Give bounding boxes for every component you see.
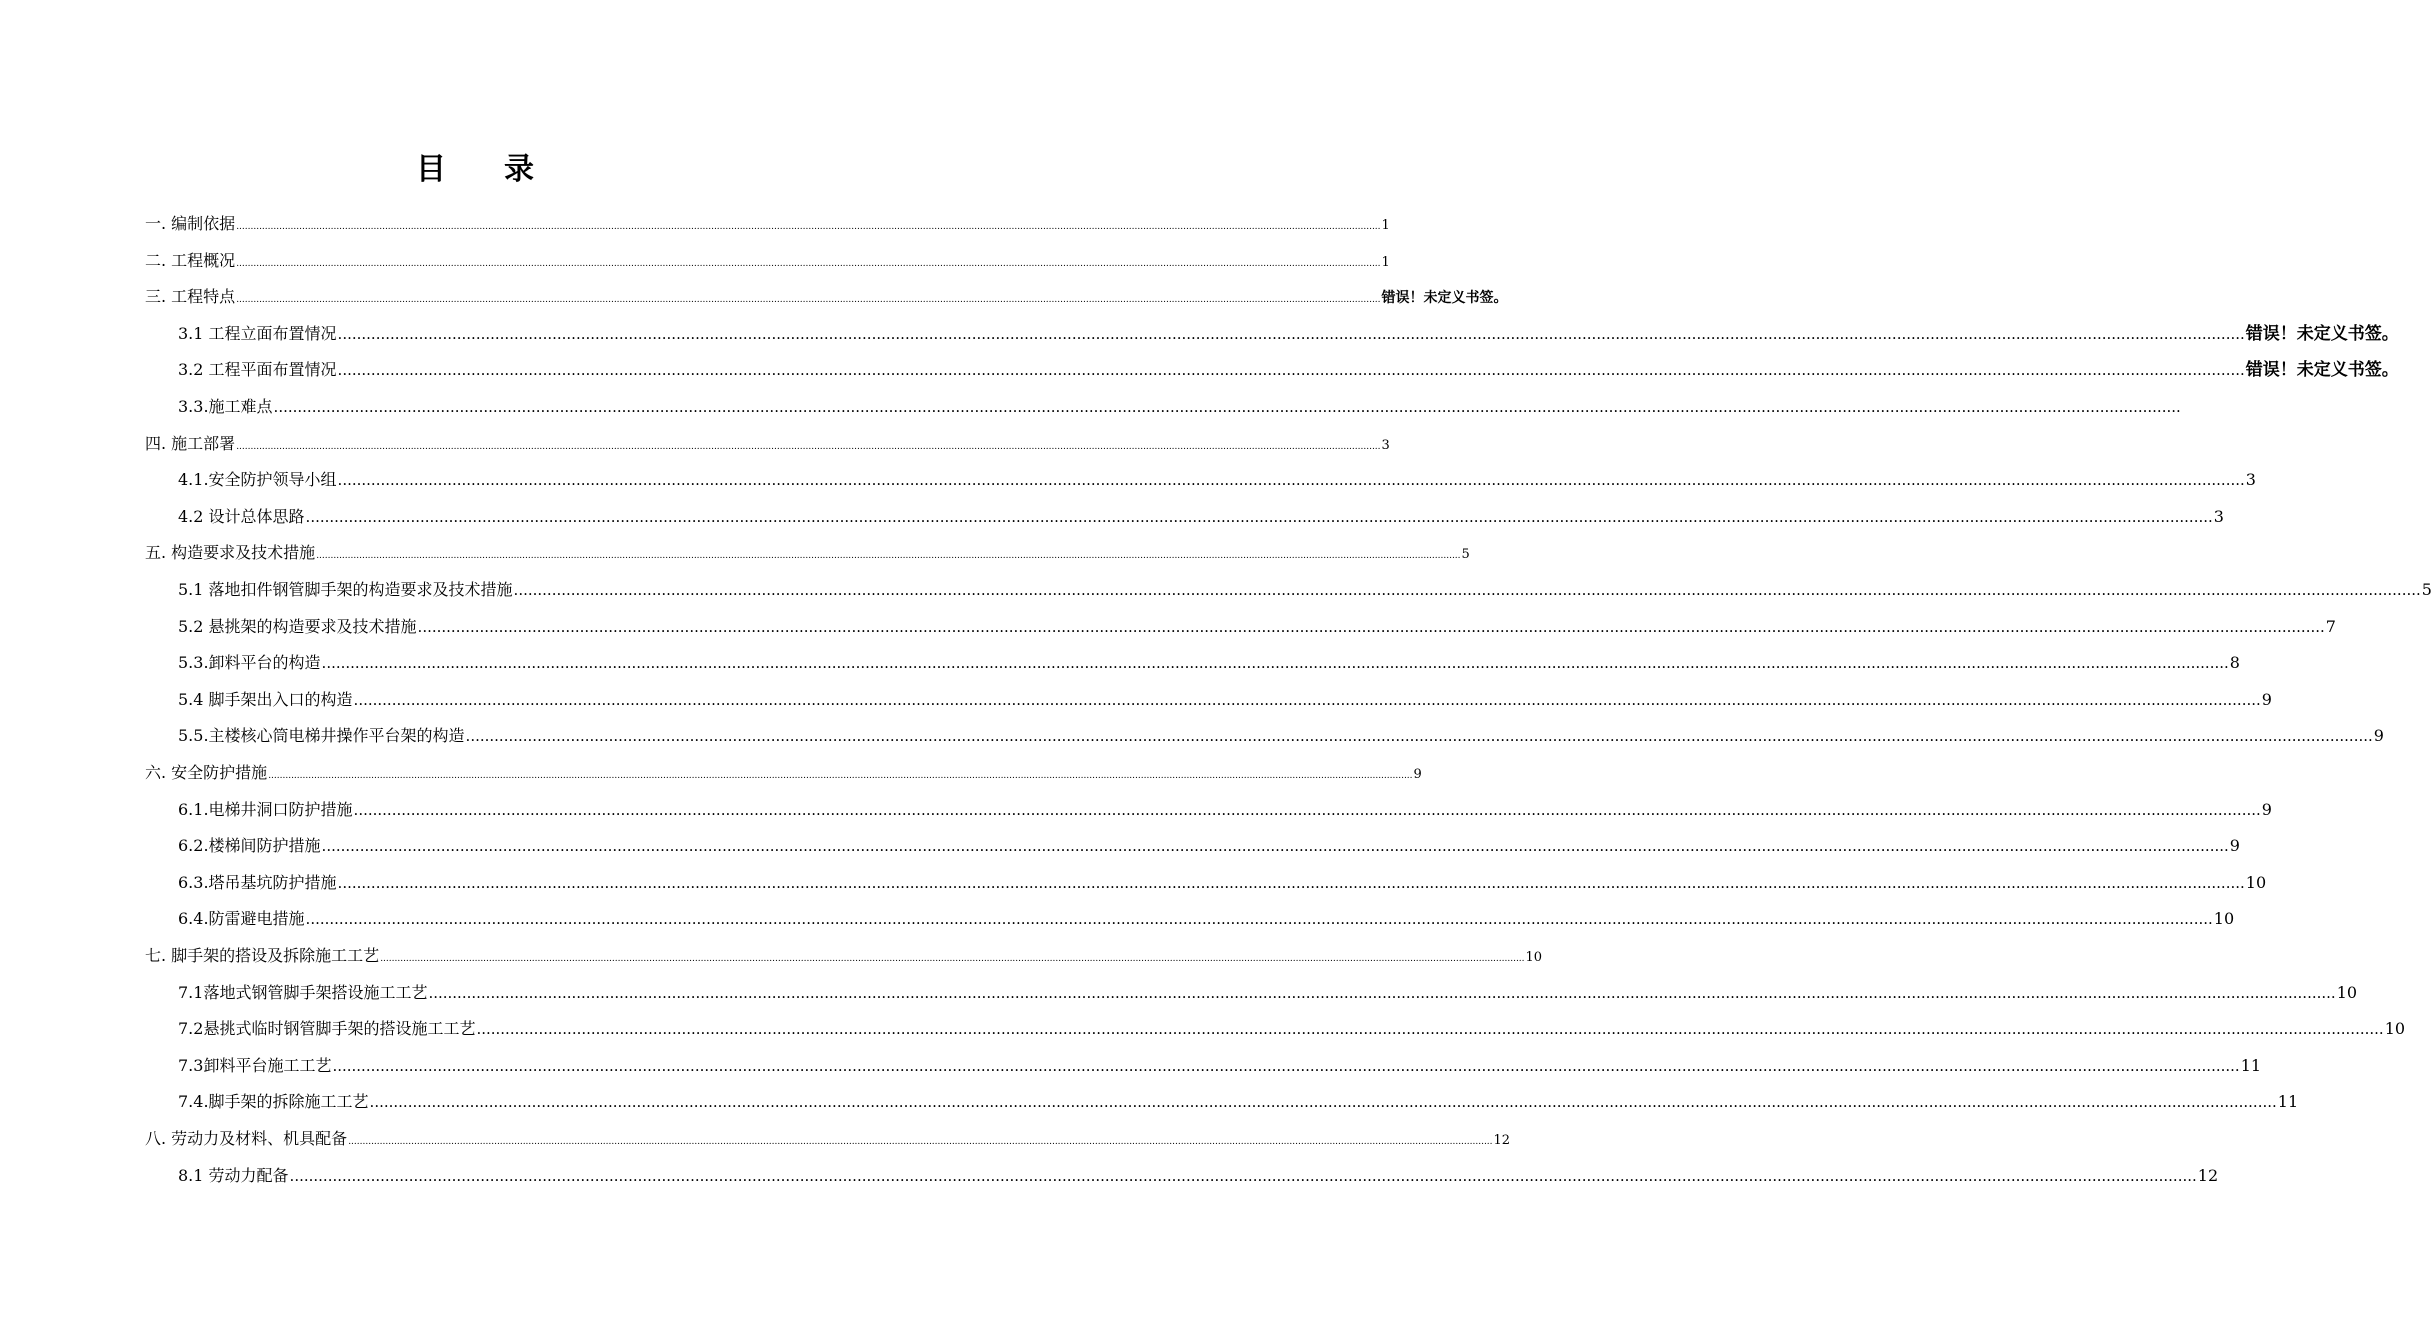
- toc-dot-leader: ................................................................................................................................................................................................................................................................................................................................................................................................................: [305, 507, 2213, 526]
- toc-entry[interactable]: [178, 907, 2235, 931]
- toc-entry-page: 3: [1381, 437, 1390, 453]
- toc-entry[interactable]: [178, 578, 2432, 602]
- toc-entry[interactable]: [145, 285, 1508, 309]
- toc-entry[interactable]: [178, 322, 2399, 346]
- toc-dot-leader: ................................................................................................................................................................................................................................................................................................................................................................................................................: [289, 1166, 2197, 1185]
- page-title: 目录: [416, 152, 592, 187]
- toc-entry[interactable]: [145, 944, 1543, 968]
- toc-entry[interactable]: [178, 651, 2240, 675]
- toc-entry-label: 5.4 脚手架出入口的构造: [178, 689, 353, 709]
- toc-entry-label: 八. 劳动力及材料、机具配备: [145, 1129, 348, 1148]
- toc-dot-leader: ................................................................................................................................................................................................................................................................................................................................................................................................................: [337, 873, 2245, 892]
- toc-entry-label: 7.2悬挑式临时钢管脚手架的搭设施工工艺: [178, 1019, 476, 1039]
- toc-entry-label: 一. 编制依据: [145, 214, 236, 233]
- toc-entry-label: 8.1 劳动力配备: [178, 1165, 289, 1185]
- toc-entry-label: 4.2 设计总体思路: [178, 506, 305, 526]
- toc-entry-page: 1: [1381, 254, 1390, 270]
- toc-entry-label: 6.2.楼梯间防护措施: [178, 836, 321, 856]
- toc-entry-page: 1: [1381, 218, 1390, 233]
- toc-entry-page: 10: [2245, 872, 2267, 892]
- toc-entry-page: 错误！未定义书签。: [1381, 290, 1508, 307]
- toc-entry-page: 9: [2373, 726, 2384, 746]
- toc-dot-leader: ................................................................................................................................................................................................................................................................................................................................................................................................................: [417, 617, 2325, 636]
- toc-entry[interactable]: [178, 358, 2399, 382]
- toc-entry[interactable]: [178, 688, 2272, 712]
- toc-entry-label: 6.3.塔吊基坑防护措施: [178, 872, 337, 892]
- toc-dot-leader: ................................................................................................................................................................................................................................................................................................................................................................................................................: [337, 471, 2245, 490]
- toc-entry-label: 7.1落地式钢管脚手架搭设施工工艺: [178, 982, 428, 1002]
- toc-entry-label: 7.3卸料平台施工工艺: [178, 1055, 332, 1075]
- toc-entry[interactable]: [178, 468, 2256, 492]
- toc-dot-leader: ................................................................................................................................................................................................................................................................................................................................................................................................................: [465, 727, 2373, 746]
- toc-dot-leader: ................................................................................................................................................................................................................................................................................................................................................................................................................: [305, 910, 2213, 929]
- toc-dot-leader: ................................................................................................................................................................................................................................................................................................................................................................................................................: [268, 771, 1413, 781]
- toc-entry[interactable]: [145, 541, 1470, 565]
- toc-entry-page: 9: [2261, 799, 2272, 819]
- toc-entry-page: 11: [2277, 1092, 2299, 1112]
- toc-entry-label: 3.3.施工难点: [178, 397, 273, 416]
- toc-dot-leader: ................................................................................................................................................................................................................................................................................................................................................................................................................: [476, 1020, 2384, 1039]
- toc-entry-page: 10: [2336, 982, 2358, 1002]
- toc-entry-page: 8: [2229, 653, 2240, 673]
- toc-entry[interactable]: [178, 615, 2336, 639]
- toc-dot-leader: ................................................................................................................................................................................................................................................................................................................................................................................................................: [321, 837, 2229, 856]
- toc-dot-leader: ................................................................................................................................................................................................................................................................................................................................................................................................................: [316, 551, 1461, 562]
- toc-entry-page: 7: [2325, 616, 2336, 636]
- toc-entry[interactable]: [178, 724, 2384, 748]
- toc-entry-page: 5: [1461, 547, 1470, 563]
- toc-entry-label: 七. 脚手架的搭设及拆除施工工艺: [145, 946, 380, 965]
- toc-dot-leader: ................................................................................................................................................................................................................................................................................................................................................................................................................: [428, 983, 2336, 1002]
- toc-entry[interactable]: [145, 212, 1390, 236]
- toc-entry-label: 五. 构造要求及技术措施: [145, 543, 316, 563]
- toc-entry-label: 6.4.防雷避电措施: [178, 909, 305, 929]
- toc-dot-leader: ................................................................................................................................................................................................................................................................................................................................................................................................................: [353, 800, 2261, 819]
- toc-entry-label: 7.4.脚手架的拆除施工工艺: [178, 1092, 369, 1112]
- toc-dot-leader: ................................................................................................................................................................................................................................................................................................................................................................................................................: [236, 295, 1381, 306]
- toc-entry-page: 3: [2245, 470, 2256, 490]
- toc-entry-label: 5.5.主楼核心筒电梯井操作平台架的构造: [178, 726, 465, 746]
- toc-dot-leader: ................................................................................................................................................................................................................................................................................................................................................................................................................: [236, 258, 1381, 269]
- toc-dot-leader: ................................................................................................................................................................................................................................................................................................................................................................................................................: [369, 1093, 2277, 1112]
- toc-entry[interactable]: [178, 798, 2272, 822]
- toc-dot-leader: ................................................................................................................................................................................................................................................................................................................................................................................................................: [332, 1056, 2240, 1075]
- toc-entry-page: 9: [2261, 689, 2272, 709]
- toc-entry[interactable]: [145, 1127, 1511, 1151]
- toc-entry[interactable]: [178, 505, 2224, 529]
- toc-dot-leader: ................................................................................................................................................................................................................................................................................................................................................................................................................: [236, 441, 1381, 452]
- toc-dot-leader: ................................................................................................................................................................................................................................................................................................................................................................................................................: [348, 1137, 1493, 1147]
- toc-dot-leader: ................................................................................................................................................................................................................................................................................................................................................................................................................: [321, 654, 2229, 673]
- toc-dot-leader: ................................................................................................................................................................................................................................................................................................................................................................................................................: [236, 222, 1381, 232]
- toc-entry-page: 3: [2213, 506, 2224, 526]
- toc-dot-leader: ................................................................................................................................................................................................................................................................................................................................................................................................................: [273, 398, 2181, 416]
- toc-entry-page: 错误！未定义书签。: [2245, 323, 2399, 344]
- toc-entry[interactable]: [178, 834, 2240, 858]
- toc-dot-leader: ................................................................................................................................................................................................................................................................................................................................................................................................................: [353, 690, 2261, 709]
- toc-entry-label: 三. 工程特点: [145, 287, 236, 307]
- toc-entry-label: 六. 安全防护措施: [145, 763, 268, 782]
- toc-entry[interactable]: [178, 1054, 2262, 1078]
- toc-dot-leader: ................................................................................................................................................................................................................................................................................................................................................................................................................: [380, 954, 1525, 964]
- toc-entry[interactable]: [178, 1164, 2219, 1188]
- toc-entry-label: 3.1 工程立面布置情况: [178, 323, 337, 343]
- toc-entry[interactable]: [178, 981, 2358, 1005]
- toc-entry-label: 3.2 工程平面布置情况: [178, 360, 337, 380]
- toc-entry[interactable]: [178, 1090, 2299, 1114]
- toc-entry-label: 5.1 落地扣件钢管脚手架的构造要求及技术措施: [178, 580, 513, 599]
- toc-dot-leader: ................................................................................................................................................................................................................................................................................................................................................................................................................: [337, 361, 2245, 380]
- toc-entry[interactable]: [145, 249, 1390, 273]
- toc-entry-label: 6.1.电梯井洞口防护措施: [178, 799, 353, 819]
- toc-entry[interactable]: [145, 761, 1422, 785]
- toc-entry-page: 5: [2421, 580, 2432, 599]
- toc-entry[interactable]: [178, 1017, 2406, 1041]
- toc-entry-label: 5.2 悬挑架的构造要求及技术措施: [178, 616, 417, 636]
- toc-entry-page: 11: [2240, 1055, 2262, 1075]
- toc-entry[interactable]: [145, 432, 1390, 456]
- toc-entry[interactable]: [178, 871, 2267, 895]
- toc-entry-page: 10: [2384, 1019, 2406, 1039]
- toc-dot-leader: ................................................................................................................................................................................................................................................................................................................................................................................................................: [337, 324, 2245, 343]
- toc-entry-page: 错误！未定义书签。: [2245, 360, 2399, 381]
- toc-entry-label: 二. 工程概况: [145, 250, 236, 270]
- toc-dot-leader: ................................................................................................................................................................................................................................................................................................................................................................................................................: [513, 581, 2421, 599]
- toc-entry-label: 四. 施工部署: [145, 433, 236, 453]
- toc-entry[interactable]: [178, 395, 2181, 419]
- toc-entry-label: 5.3.卸料平台的构造: [178, 653, 321, 673]
- toc-entry-page: 12: [1493, 1133, 1511, 1148]
- toc-entry-page: 10: [1525, 950, 1543, 965]
- toc-entry-page: 10: [2213, 909, 2235, 929]
- toc-entry-page: 12: [2197, 1165, 2219, 1185]
- toc-entry-page: 9: [2229, 836, 2240, 856]
- toc-entry-label: 4.1.安全防护领导小组: [178, 470, 337, 490]
- toc-entry-page: 9: [1413, 767, 1422, 782]
